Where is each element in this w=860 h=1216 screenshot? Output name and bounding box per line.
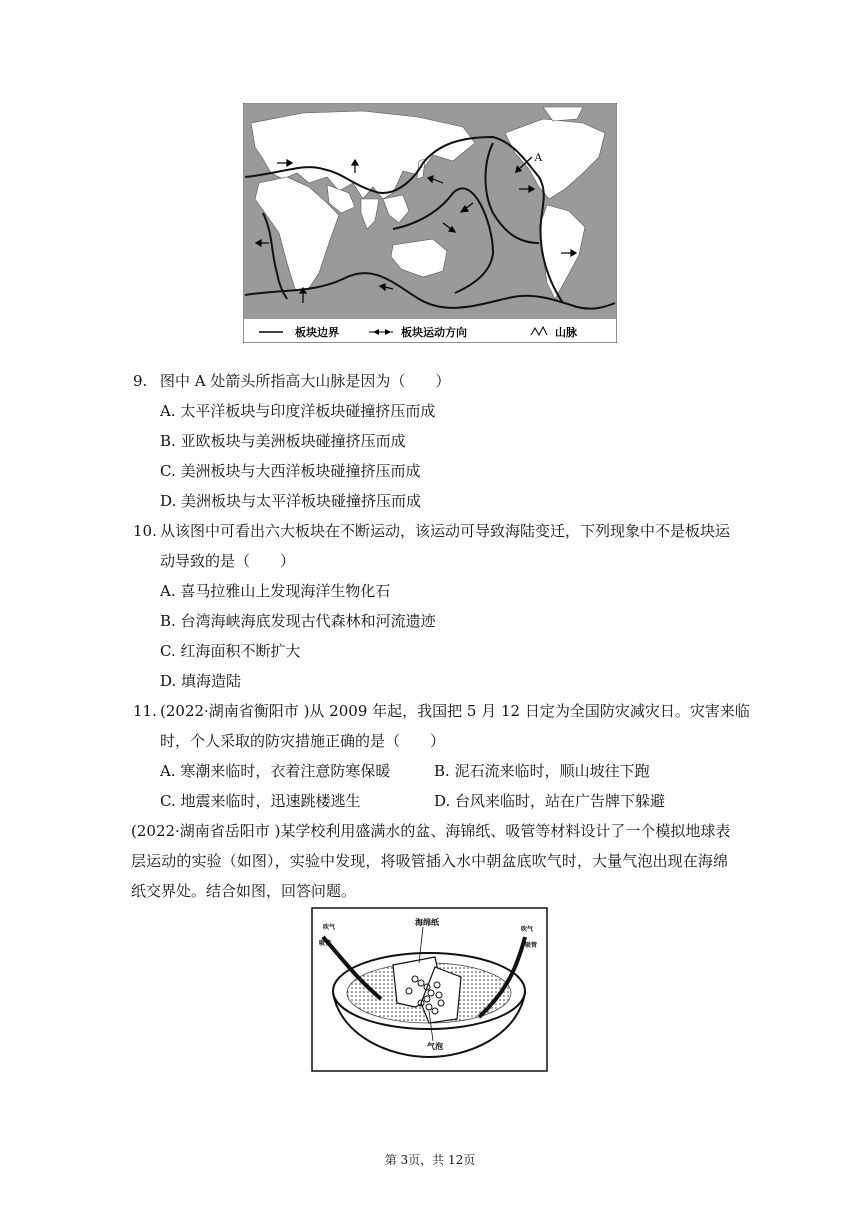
option-text: 美洲板块与太平洋板块碰撞挤压而成 [181,492,422,510]
plate-tectonics-map [243,103,617,343]
option-label: D. [434,792,451,810]
marker-a: A [534,150,543,164]
option-label: B. [434,762,450,780]
option-text: 寒潮来临时，衣着注意防寒保暖 [180,762,391,780]
label-bubble: 气泡 [427,1042,443,1051]
option-text: 亚欧板块与美洲板块碰撞挤压而成 [180,432,406,450]
question-10-stem-line1: 从该图中可看出六大板块在不断运动，该运动可导致海陆变迁，下列现象中不是板块运 [160,522,731,540]
question-11-stem-line2: 时，个人采取的防灾措施正确的是（ ） [160,732,446,750]
passage-line1: (2022·湖南省岳阳市 )某学校利用盛满水的盆、海锦纸、吸管等材料设计了一个模拟地球表 [131,822,731,840]
question-10-option-b [160,611,436,631]
option-label: D. [160,492,177,510]
question-11-option-c [160,791,361,811]
option-label: C. [160,792,176,810]
option-text: 填海造陆 [181,672,242,690]
page-footer: 第 3页，共 12页 [384,1153,476,1167]
legend-mountain: 山脉 [555,326,577,339]
option-text: 美洲板块与大西洋板块碰撞挤压而成 [180,462,421,480]
option-label: A. [160,762,176,780]
option-label: A. [160,402,176,420]
question-9-stem: 图中 A 处箭头所指高大山脉是因为（ ） [160,372,451,390]
question-9-option-b [160,431,406,451]
option-label: B. [160,432,176,450]
question-11-option-a [160,761,390,781]
legend-boundary: 板块边界 [295,326,339,339]
label-blow-right: 吹气 [521,926,534,933]
passage-line2: 层运动的实验（如图），实验中发现，将吸管插入水中朝盆底吹气时，大量气泡出现在海绵 [131,852,728,870]
label-straw-left: 吸管 [319,940,332,947]
question-9-option-d [160,491,421,511]
option-label: D. [160,672,177,690]
question-9-option-c [160,461,421,481]
option-text: 台湾海峡海底发现古代森林和河流遗迹 [180,612,436,630]
option-text: 太平洋板块与印度洋板块碰撞挤压而成 [180,402,436,420]
label-sponge: 海绵纸 [415,918,439,927]
option-text: 泥石流来临时，顺山坡往下跑 [454,762,650,780]
question-10-option-d [160,671,241,691]
question-10-stem-line2: 动导致的是（ ） [160,552,296,570]
option-text: 红海面积不断扩大 [180,642,301,660]
question-10-option-a [160,581,390,601]
question-11-number: 11. [133,702,157,720]
basin-experiment-figure [311,907,548,1072]
option-label: C. [160,642,176,660]
question-9-number: 9. [133,372,148,390]
question-10-number: 10. [133,522,157,540]
passage-line3: 纸交界处。结合如图，回答问题。 [131,882,357,900]
option-text: 台风来临时，站在广告牌下躲避 [455,792,666,810]
question-9-option-a [160,401,435,421]
legend-direction: 板块运动方向 [401,326,467,339]
option-text: 喜马拉雅山上发现海洋生物化石 [180,582,391,600]
question-10-option-c [160,641,301,661]
option-text: 地震来临时，迅速跳楼逃生 [180,792,361,810]
question-11-option-d [434,791,665,811]
option-label: B. [160,612,176,630]
question-11-stem-line1: (2022·湖南省衡阳市 )从 2009 年起，我国把 5 月 12 日定为全国防灾减灾日。灾害来临 [160,702,750,720]
option-label: A. [160,582,176,600]
question-11-option-b [434,761,650,781]
option-label: C. [160,462,176,480]
label-straw-right: 吸管 [525,942,538,949]
label-blow-left: 吹气 [323,924,336,931]
